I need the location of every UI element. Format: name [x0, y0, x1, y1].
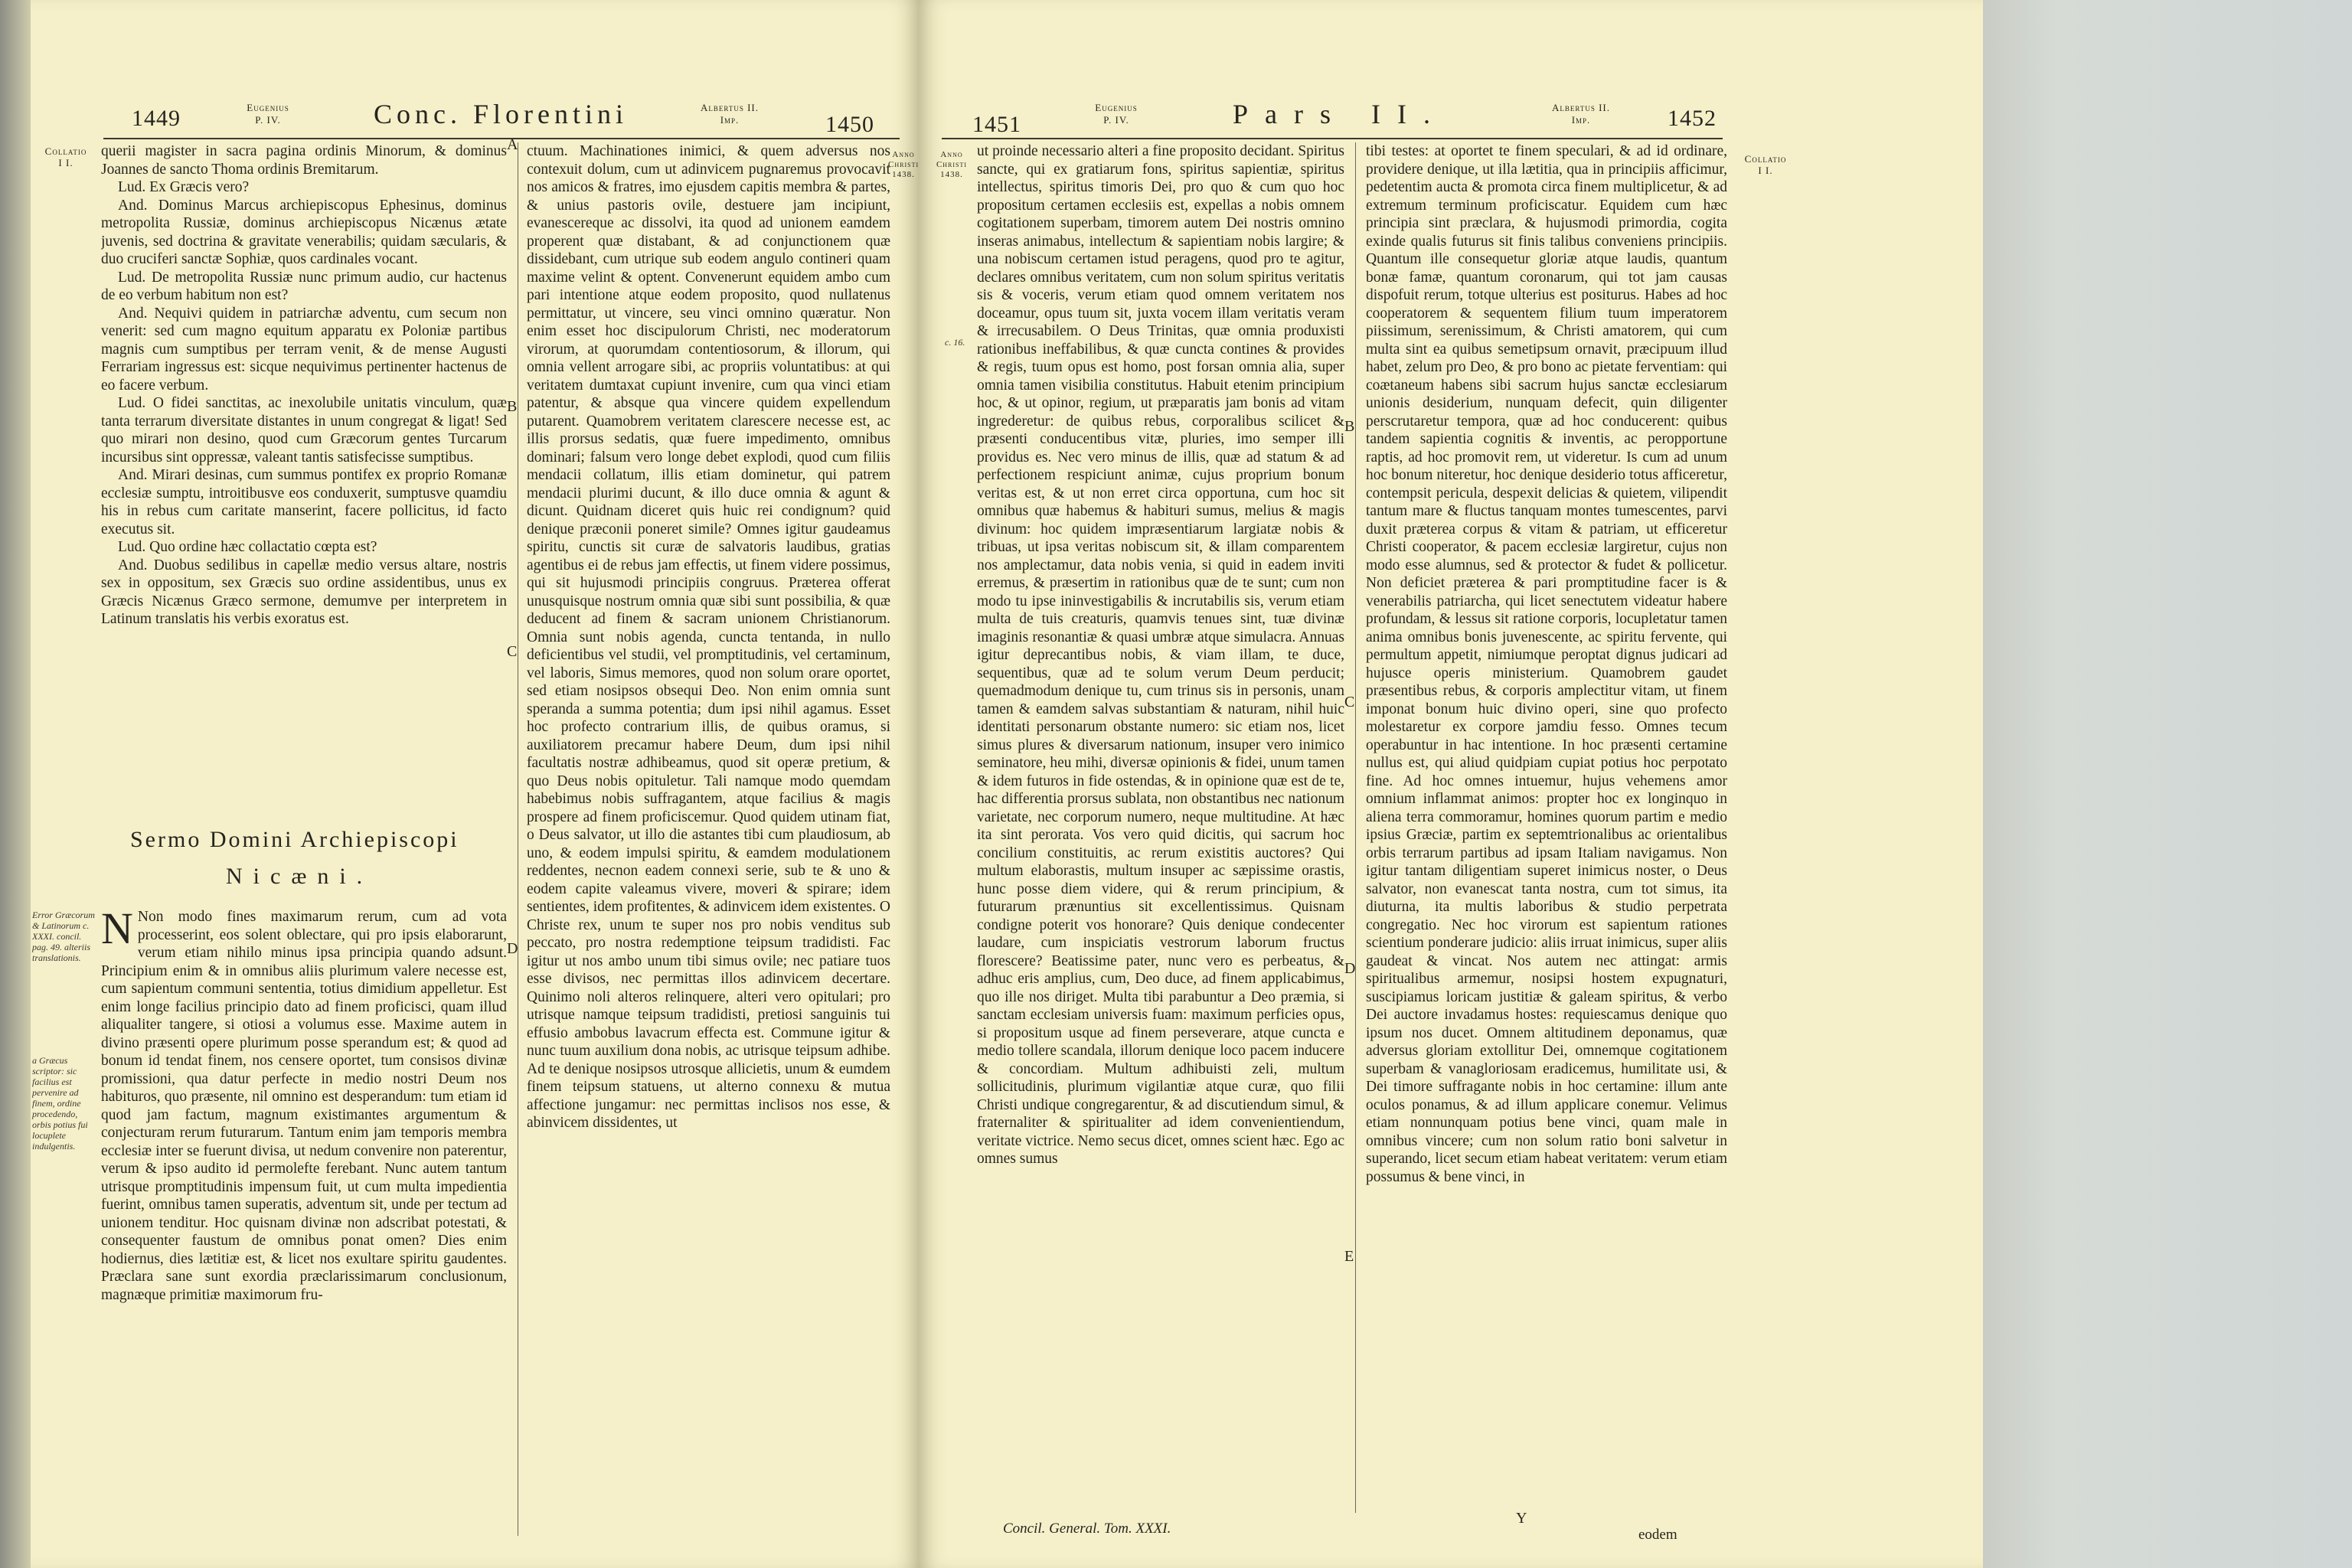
- collatio-label: Collatio: [44, 145, 87, 157]
- collatio-marker: [1735, 153, 1796, 176]
- page-number-1450: 1450: [825, 112, 874, 137]
- section-letter-c: C: [1344, 694, 1355, 710]
- running-head-albertus: [1524, 102, 1638, 126]
- anno-year: 1438.: [892, 170, 915, 179]
- running-head-line: P. IV.: [255, 114, 281, 126]
- running-head-line: Albertus II.: [700, 102, 759, 113]
- dialogue-paragraph: Lud. Ex Græcis vero?: [118, 179, 250, 195]
- left-page: [31, 0, 919, 1568]
- running-title-pars-ii: Pars II.: [1233, 99, 1447, 129]
- page-number-1452: 1452: [1668, 106, 1717, 131]
- running-head-line: Albertus II.: [1551, 102, 1610, 113]
- dialogue-paragraph: Lud. O fidei sanctitas, ac inexolubile unitatis vinculum, quæ tanta terrarum diversitate distantes in unum congregat & ligat! Sed quo mirari non desino, quod cum Græcorum gentes Turcarum incursibus sint oppressæ, valeant tantis satisfecisse sumptibus.: [101, 395, 507, 466]
- anno-christi-marker: [888, 150, 919, 180]
- dialogue-paragraph: querii magister in sacra pagina ordinis Minorum, & dominus Joannes de sancto Thoma ordinis Bremitarum.: [101, 143, 507, 178]
- anno-christi-marker: [934, 150, 969, 180]
- column-2-text: tibi testes: at oportet te finem speculari, & ad id ordinare, providere denique, ut illa lætitia, qua in principiis afficimur, pedetentim aucta & promota circa finem multiplicetur, & ad extremum terminum proficiscatur. Equidem cum hæc principia sint præclara, & hujusmodi primordia, cogita exinde qualis futurus sit finis talibus conveniens principiis. Quantum ille consequetur gloriæ atque laudis, quantum bonæ famæ, quantum coronarum, qui tot jam causas dispofuit rerum, totque ulterius est positurus. Habes ad hoc cooperatorem & sequentem filium tuum imperatorem piissimum, serenissimum, & Christi amatorem, qui cum multa sint ea quibus semetipsum ornavit, præcipuum illud habet, zelum pro Deo, & pro bono ac pietate ferventiam: qui coætaneum habens sibi sacrum hujus sanctæ ecclesiarum unionis desiderium, nunquam defecit, quin diligenter perscrutaretur tempora, quæ ad hoc conducerent: quibus tandem sapientia cognitis & inventis, ac peropportune raptis, ad hoc promovit rem, ut videretur. Is cum ad unum hoc bonum niteretur, hoc denique desiderio totus afficeretur, contempsit pericula, despexit delicias & quietem, vilipendit tantum mare & fluctus tanquam montes tumescentes, parvi duxit præterea corpus & vitam & patriam, ut efficeretur Christi cooperator, & pacem ecclesiæ largiretur, cujus non modo esse alumnus, sed & protector & fudet & pollicetur. Non deficiet præterea & pari promptitudine facer is & venerabilis patriarcha, qui licet senectutem videatur habere profundam, & lessus sit ratione corporis, locupletatur tamen anima omnibus bonis juvenescente, ac spiritu fervente, qui permultum appetit, nimiumque peroptat dignus judicari ad hujusce operis ministerium. Quamobrem gaudet præsentibus rebus, & corporis amplectitur vitam, ut finem imponat bonum huic divino operi, sine quo profecto molestaretur ex corpore jamdiu fesso. Omnes tecum operabuntur in hac intentione. In hoc præsenti certamine nullus est, qui aliud quidpiam cupiat potius hoc perpotato fine. Ad hoc omnes intuemur, hujus vehemens amor omnium inflammat animos: propter hoc ex longinquo in aliena terra commoramur, homines quorum partim e medio ipsius Græciæ, partim ex septemtrionalibus ac orientalibus orbis terrarum partibus ad ipsam Italiam navigamus. Non igitur tantam diligentiam superet inimicus noster, o Deus salvator, non evanescat tanta nostra, cum tot simus, ita diuturna, ita multis laboribus & studio perpetrata congregatio. Nec hoc virorum est sapientum rationes scientium ponderare judicio: aliis irruat inimicus, super aliis gaudeat & vincat. Nos autem nec attingat: armis spiritualibus armemur, nosipsi hostem expugnaturi, suscipiamus loricam justitiæ & galeam spiritus, & verbo Dei auctore invadamus hostes: requiescamus denique quo ipsum nos ducet. Omnem altitudinem deponamus, quæ adversus gloriam extollitur Dei, omnemque cogitationem superbam & vanagloriosam eradicemus, humilitate usi, & Dei timore suffragante nobis in hoc certamine: illum ante oculos ponamus, & ad illum applicare conemur. Velimus etiam nonnunquam potius bene vinci, quam male in omnibus vincere; cum non solum ratio boni salvetur in superando, licet secum etiam habeat veritatem: verum etiam possumus & bene vinci, in: [1366, 143, 1727, 1185]
- sermo-subheading: Nicæni.: [226, 864, 374, 889]
- running-head-line: Imp.: [720, 114, 740, 126]
- anno-label: Anno Christi: [888, 150, 919, 169]
- column-1-text: ut proinde necessario alteri a fine proposito decidant. Spiritus sancte, qui ex gratiarum fons, spiritus sapientiæ, spiritus intellectus, spiritus timoris Dei, pro quo & cum quo hoc propositum certamen ecclesiis est, expellas a nobis omnem cogitationem superbam, timorem autem Dei nostris omnino inseras animabus, intellectum & sapientiam nobis largire; & una nobiscum certamen istud peragens, quod pro te agitur, declares omnibus veritatem, cum non solum spiritus veritatis sis & voceris, verum etiam quod omnem veritatem nos doceamur, opus tuum sit, juxta vocem illam veritatis veram & irrecusabilem. O Deus Trinitas, quæ omnia produxisti rationibus ineffabilibus, & quæ cuncta contines & provides & regis, tuum opus est homo, post forsan omnia alia, super omnia tamen visibilia constitutus. Habuit etenim principium hoc, & ut opinor, regium, ut præparatis jam bonis ad vitam ingrederetur: de quibus rebus, corporalibus scilicet & præsenti conducentibus vitæ, pluries, imo semper illi providus es. Nec vero minus de illis, quæ ad statum & ad perfectionem respiciunt animæ, cujus proprium bonum veritas est, & ut non erret circa opportuna, cum hoc sit omnibus quæ habemus & habituri sumus, melius & magis divinum: hoc quidem impræsentiarum largiatæ nobis & tribuas, ut ipsa veritas nobiscum sit, & illam comparentem nos amplectamur, data nobis venia, si quid in eadem inviti erremus, & præsertim in rationibus quæ de te sunt; cum non modo tu ipse ininvestigabilis & incrutabilis sis, verum etiam multa de tuis creaturis, quamvis tenues sint, tuæ divinæ imaginis resonantiæ & quasi umbræ atque simulacra. Annuas igitur deprecantibus nobis, & viam illam, te duce, sequentibus, quæ ad te solum verum Deum perducit; quemadmodum denique tu, cum trinus sis in personis, unam tamen & eamdem salvas substantiam & naturam, nihil huic identitati personarum obstante numero: sic etiam nos, licet simus plures & diversarum nationum, insuper vero inimico seminatore, heu mihi, diversæ opinionis & fidei, unum tamen & idem futuros in fide ostendas, & in opinione quæ est de te, hac differentia prorsus sublata, non obstantibus nec nationum varietate, nec corporum numero, neque multitudine. At hæc ita sint perorata. Vos vero quid dicitis, qui sacrum hoc concilium constituitis, ac rerum existitis auctores? Qui multum elaborastis, multum insuper ac sæpissime orastis, hunc posse diem videre, qui & rerum principium, & futurarum prænuntius sit excellentissimus. Quisnam condigne poterit vos honorare? Quis denique condecenter laudare, cum inspiciatis vestrorum laborum fructus florescere? Beatissime pater, nunc vero es perbeatus, & adhuc eris amplius, cum, Deo duce, ad finem applicabimus, quo ille nos diriget. Multa tibi parabuntur a Deo præmia, si sanctam ecclesiam universis fuam: maximum perficies opus, si propositum usque ad finem perseverare, atque cuncta e medio tollere scandala, illorum denique loco pacem inducere & concordiam. Multum adhibuisti zeli, multum sollicitudinis, plurimum vigilantiæ atque curæ, quo filii Christi undique congregarentur, & ad discutiendum simul, & fraternaliter & spiritualiter ad idem convenientiendum, veritate victrice. Nemo secus dicet, omnes scient hæc. Ego ac omnes sumus: [977, 143, 1344, 1167]
- running-title-conc-florentini: Conc. Florentini: [374, 99, 628, 129]
- dialogue-paragraph: Lud. Quo ordine hæc collactatio cœpta est?: [118, 539, 377, 555]
- left-page-column-1: [101, 142, 507, 839]
- signature-mark: Y: [1516, 1510, 1527, 1527]
- section-letter-c: C: [507, 643, 518, 660]
- footer-volume: Concil. General. Tom. XXXI.: [1003, 1521, 1171, 1537]
- sermo-body: [101, 908, 507, 1536]
- dialogue-paragraph: And. Mirari desinas, cum summus pontifex ex proprio Romanæ ecclesiæ sumptu, introitibusve eos conduxerit, sumptusve quamdiu his in rebus cum caritate manserint, facere pollicitus, id facto executus sit.: [101, 467, 507, 537]
- sermo-heading: Sermo Domini Archiepiscopi: [130, 827, 459, 852]
- dialogue-paragraph: And. Duobus sedilibus in capellæ medio versus altare, nostris sex in oppositum, sex Græcis suo ordine assidentibus, unus ex Græcis Nicænus Græco sermone, demumve per interpretem in Latinum translatis his verbis exoratus est.: [101, 557, 507, 627]
- page-number-1451: 1451: [972, 112, 1021, 137]
- header-rule: [942, 138, 1723, 139]
- right-page-column-2: [1366, 142, 1727, 1482]
- dialogue-paragraph: And. Nequivi quidem in patriarchæ adventu, cum secum non venerit: sed cum magno equitum apparatu ex Poloniæ partibus magnis cum sumptibus per terram venit, & de mense Augusti Ferrariam ingressus est: sicque nequivimus pertinenter hactenus de eo facere verbum.: [101, 305, 507, 394]
- binding-shadow-left: [0, 0, 31, 1568]
- margin-note-graecus: a Græcus scriptor: sic facilius est pervenire ad finem, ordine procedendo, orbis potius fui locuplete indulgentis.: [32, 1055, 88, 1152]
- right-page-column-1: [977, 142, 1344, 1514]
- column-2-text: ctuum. Machinationes inimici, & quem adversus nos contexuit dolum, cum ut adinvicem pugnaremus provocavit nos amicos & fratres, imo ejusdem capitis membra & partes, & unius pastoris ovile, destuere jam incipiunt, evanescereque ac dissolvi, ita quod ad unionem eamdem properent quæ distabant, & ad conjunctionem quæ dissidebant, cum utrique sub eodem angulo contineri quam maxime velint & optent. Convenerunt equidem ambo cum pari intentione atque eodem proposito, quod nullatenus permittatur, ut vincere, seu vinci omnino quæratur. Non enim esset hoc discipulorum Christi, nec moderatorum virorum, at quorumdam contentiosorum, & illorum, qui omnia vellent arrogare sibi, ac propriis voluntatibus: at qui veritatem dumtaxat cupiunt invenire, cum qua vinci etiam patentur, & absque qua vincere quidem expellendum putarent. Quamobrem veritatem clarescere necesse est, ac illis prorsus sedatis, quæ fuere impedimento, omnibus dominari; falsum vero longe debet explodi, quod cum filiis mendacii collatum, illis etiam dominetur, qui patrem mendacii plurimi ducunt, & illo duce omnia & agunt & dicunt. Quidnam diceret quis huic rei condignum? quid denique præconii poneret simile? Omnes igitur gaudeamus spiritu, cunctis sit curæ de salvatoris laudibus, gratias agentibus ei de rebus jam effectis, ut finem videre possimus, qui sit hujusmodi principiis congruus. Præterea offerat unusquisque nostrum omnia quæ sibi sunt possibilia, & quæ deducent ad finem & sacram unionem Christianorum. Omnia sunt nobis agenda, cuncta tentanda, in nullo deficientibus vel studii, vel promptitudinis, vel certaminum, vel laboris, Simus memores, quod non solum orare oportet, sed etiam nosipsos obsequi Deo. Non enim omnia sunt speranda a summa potentia; dum ipsi nihil agamus. Esset hoc profecto contrarium illis, de quibus oramus, si auxiliatorem precamur habere Deum, dum ipsi nihil facultatis nostræ adhibeamus, quod sit operæ pretium, & quo Deus nobis opituletur. Tali namque modo quemdam habebimus nobis suffragantem, atque facilius & magis prospere ad finem proficiscemur. Quod quidem utinam fiat, o Deus salvator, ut illo die astantes tibi cum plaudiosum, ab uno, & eodem impulsi spiritu, & eamdem modulationem reddentes, necnon eadem connexi serie, sub te & uno & eodem capite valeamus vivere, moveri & spirare; idem sentientes, idem profitentes, & adinvicem idem existentes. O Christe rex, unum te super nos pro nobis venditus sub peccato, pro nostra redemptione teipsum tradidisti. Fac igitur ut nos ambo unum tibi simus ovile; nec patiare tuos esse divisos, nec permittas illos adinvicem decertare. Quinimo noli alteros relinquere, alteri vero opitulari; pro utrisque namque teipsum tradidisti, pretiosi sanguinis tui effusio ambobus lavacrum effecta est. Commune igitur & nunc tuum auxilium dona nobis, ac utrisque teipsum adhibe. Ad te denique nosipsos utrosque allicietis, unum & eumdem finem teipsum statuens, ut alterno connexu & mutua affectione jungamur: nec permittas inclisos nos esse, & abinvicem dissidentes, ut: [527, 143, 890, 1131]
- section-letter-b: B: [1344, 418, 1355, 435]
- section-letter-d: D: [507, 940, 518, 957]
- running-head-line: Eugenius: [1095, 102, 1138, 113]
- background-right: [1983, 0, 2352, 1568]
- drop-cap-n: N: [101, 908, 133, 953]
- left-page-column-2: [527, 142, 890, 1537]
- collatio-number: I I.: [58, 157, 74, 168]
- collatio-number: I I.: [1758, 165, 1773, 176]
- collatio-marker: [35, 145, 96, 168]
- running-head-eugenius: [1070, 102, 1162, 126]
- right-page: [919, 0, 1983, 1568]
- running-head-eugenius: [222, 102, 314, 126]
- section-letter-e: E: [1344, 1248, 1354, 1265]
- catchword: eodem: [1638, 1527, 1677, 1543]
- sermo-text: Non modo fines maximarum rerum, cum ad vota processerint, eos solent oblectare, qui pro ipsis elaborarunt, verum etiam nihilo minus ipsa principia quando adsunt. Principium enim & in omnibus aliis plurimum valere necesse est, cum sapientum communi sententia, totius dimidium appelletur. Est enim longe facilius principio dato ad finem proficisci, quam illud aliqualiter tangere, si otiosi a volumus esse. Maxime autem in divino præsenti opere plurimum posse sperandum est; & quod ad bonum id tendat finem, nos censere oportet, tum consisos divinæ promissioni, qua datur perfecte in medio nostri Deum nos habituros, quo præsente, nil omnino est desperandum: tum etiam id quod jam factum, magnum existimantes argumentum & conjecturam rerum futurarum. Tantum enim jam temporis membra ecclesiæ inter se fuerunt divisa, ut nedum convenire non paterentur, verum & ipso audito id permolefte ferebant. Nunc autem tantum utrisque promptitudinis impensum fuit, ut cum multa impedientia fuerint, omnibus tamen superatis, adventum sit, unde per tectum ad unionem tenditur. Hoc quisnam divinæ non adscribat potestati, & consequenter faustum de omnibus ponat omen? Dies enim hodiernus, dies lætitiæ est, & licet nos exultare spiritu gaudentes. Præclara sane sunt exordia præclarissimarum conclusionum, magnæque primitiæ maximorum fru-: [101, 909, 507, 1303]
- dialogue-paragraph: And. Dominus Marcus archiepiscopus Ephesinus, dominus metropolita Russiæ, dominus archiepiscopus Nicænus ætate juvenis, sed doctrina & gravitate venerabilis; quidam sæcularis, & duo cruciferi sanctæ Sophiæ, quos cardinales vocant.: [101, 197, 507, 267]
- column-divider: [1355, 142, 1356, 1513]
- running-head-line: Imp.: [1571, 114, 1591, 126]
- section-letter-b: B: [507, 398, 518, 415]
- running-head-albertus: [672, 102, 787, 126]
- page-number-1449: 1449: [132, 106, 181, 131]
- collatio-label: Collatio: [1744, 153, 1787, 165]
- running-head-line: Eugenius: [247, 102, 289, 113]
- section-letter-a: A: [507, 136, 518, 153]
- anno-label: Anno Christi: [936, 150, 968, 169]
- header-rule: [103, 138, 900, 139]
- anno-year: 1438.: [940, 170, 963, 179]
- section-letter-d: D: [1344, 960, 1356, 977]
- running-head-line: P. IV.: [1103, 114, 1129, 126]
- margin-note-error: Error Græcorum & Latinorum c. XXXI. concil. pag. 49. alteriis translationis.: [32, 910, 95, 963]
- margin-note-c16: c. 16.: [945, 337, 965, 348]
- dialogue-paragraph: Lud. De metropolita Russiæ nunc primum audio, cur hactenus de eo verbum habitum non est?: [101, 269, 507, 303]
